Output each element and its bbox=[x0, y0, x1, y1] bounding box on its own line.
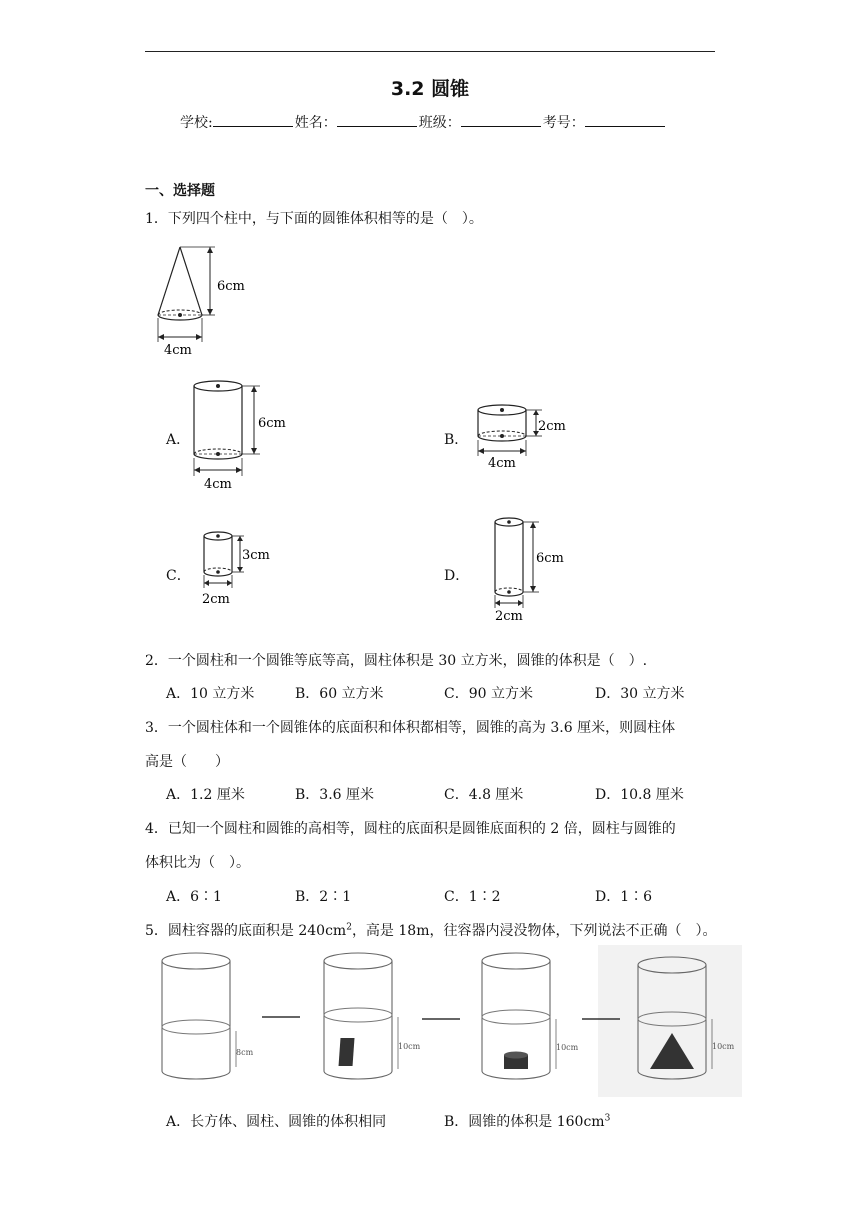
container-2 bbox=[324, 953, 421, 1079]
q4-option-c[interactable]: C．1∶2 bbox=[444, 889, 501, 905]
q3-option-d[interactable]: D．10.8 厘米 bbox=[595, 787, 684, 803]
container-1-label: 8cm bbox=[236, 1048, 254, 1057]
cylinder-a-figure[interactable] bbox=[188, 378, 298, 493]
question-4-line2: 体积比为（ ）。 bbox=[145, 855, 250, 871]
containers-figure bbox=[150, 945, 742, 1097]
q5-text-after: ，高是 18m，往容器内浸没物体，下列说法不正确（ ）。 bbox=[351, 923, 717, 939]
q3-option-b[interactable]: B．3.6 厘米 bbox=[295, 787, 375, 803]
q5-option-b-text: B．圆锥的体积是 160cm bbox=[444, 1114, 605, 1130]
container-2-label: 10cm bbox=[398, 1042, 421, 1051]
school-blank[interactable] bbox=[213, 112, 293, 127]
q4-option-d[interactable]: D．1∶6 bbox=[595, 889, 653, 905]
class-blank[interactable] bbox=[461, 112, 541, 127]
exam-no-label: 考号： bbox=[542, 115, 585, 131]
cone-height-label: 6cm bbox=[217, 279, 245, 294]
cone-figure bbox=[150, 242, 260, 357]
option-b-base: 4cm bbox=[488, 456, 516, 471]
option-c-base: 2cm bbox=[202, 592, 230, 607]
name-label: 姓名： bbox=[294, 115, 337, 131]
question-3-line2: 高是（ ） bbox=[145, 754, 229, 770]
student-info-line bbox=[180, 112, 667, 132]
q2-option-c[interactable]: C．90 立方米 bbox=[444, 686, 533, 702]
page-title: 3.2 圆锥 bbox=[390, 78, 470, 100]
question-2-text: 2．一个圆柱和一个圆锥等底等高，圆柱体积是 30 立方米，圆锥的体积是（ ）. bbox=[145, 653, 648, 669]
q3-option-c[interactable]: C．4.8 厘米 bbox=[444, 787, 524, 803]
option-c-height: 3cm bbox=[242, 548, 270, 563]
class-label: 班级： bbox=[418, 115, 461, 131]
container-3-label: 10cm bbox=[556, 1043, 579, 1052]
q2-option-a[interactable]: A．10 立方米 bbox=[166, 686, 255, 702]
option-d-label[interactable]: D． bbox=[444, 568, 470, 584]
question-3-line1: 3．一个圆柱体和一个圆锥体的底面积和体积都相等，圆锥的高为 3.6 厘米，则圆柱体 bbox=[145, 720, 676, 736]
q4-option-b[interactable]: B．2∶1 bbox=[295, 889, 352, 905]
option-d-height: 6cm bbox=[536, 551, 564, 566]
q4-option-a[interactable]: A．6∶1 bbox=[166, 889, 222, 905]
option-b-height: 2cm bbox=[538, 419, 566, 434]
school-label: 学校: bbox=[180, 115, 213, 131]
name-blank[interactable] bbox=[337, 112, 417, 127]
cuboid-object bbox=[339, 1038, 355, 1066]
question-4-line1: 4．已知一个圆柱和圆锥的高相等，圆柱的底面积是圆锥底面积的 2 倍，圆柱与圆锥的 bbox=[145, 821, 676, 837]
cylinder-d-figure[interactable] bbox=[487, 514, 577, 626]
exam-no-blank[interactable] bbox=[585, 112, 665, 127]
q5-option-a[interactable]: A．长方体、圆柱、圆锥的体积相同 bbox=[166, 1114, 387, 1130]
top-rule bbox=[145, 51, 715, 52]
q5-superscript: 2 bbox=[346, 922, 352, 933]
cylinder-c-figure[interactable] bbox=[196, 528, 286, 608]
option-a-base: 4cm bbox=[204, 477, 232, 492]
cylinder-b-figure[interactable] bbox=[472, 402, 582, 472]
container-3 bbox=[482, 953, 579, 1079]
container-1 bbox=[162, 953, 254, 1079]
q3-option-a[interactable]: A．1.2 厘米 bbox=[166, 787, 245, 803]
q5-text-before: 5．圆柱容器的底面积是 240cm bbox=[145, 923, 347, 939]
option-a-label[interactable]: A． bbox=[166, 432, 191, 448]
q2-option-d[interactable]: D．30 立方米 bbox=[595, 686, 685, 702]
cone-base-label: 4cm bbox=[164, 343, 192, 357]
section-heading: 一、选择题 bbox=[145, 183, 215, 199]
q5-option-b[interactable] bbox=[444, 1111, 610, 1131]
q2-option-b[interactable]: B．60 立方米 bbox=[295, 686, 384, 702]
option-b-label[interactable]: B． bbox=[444, 432, 469, 448]
question-1-text: 1．下列四个柱中，与下面的圆锥体积相等的是（ ）。 bbox=[145, 211, 483, 227]
container-4-label: 10cm bbox=[712, 1042, 735, 1051]
option-d-base: 2cm bbox=[495, 609, 523, 624]
option-a-height: 6cm bbox=[258, 416, 286, 431]
option-c-label[interactable]: C． bbox=[166, 568, 191, 584]
q5-option-b-superscript: 3 bbox=[604, 1113, 611, 1124]
question-5-text bbox=[145, 920, 716, 940]
